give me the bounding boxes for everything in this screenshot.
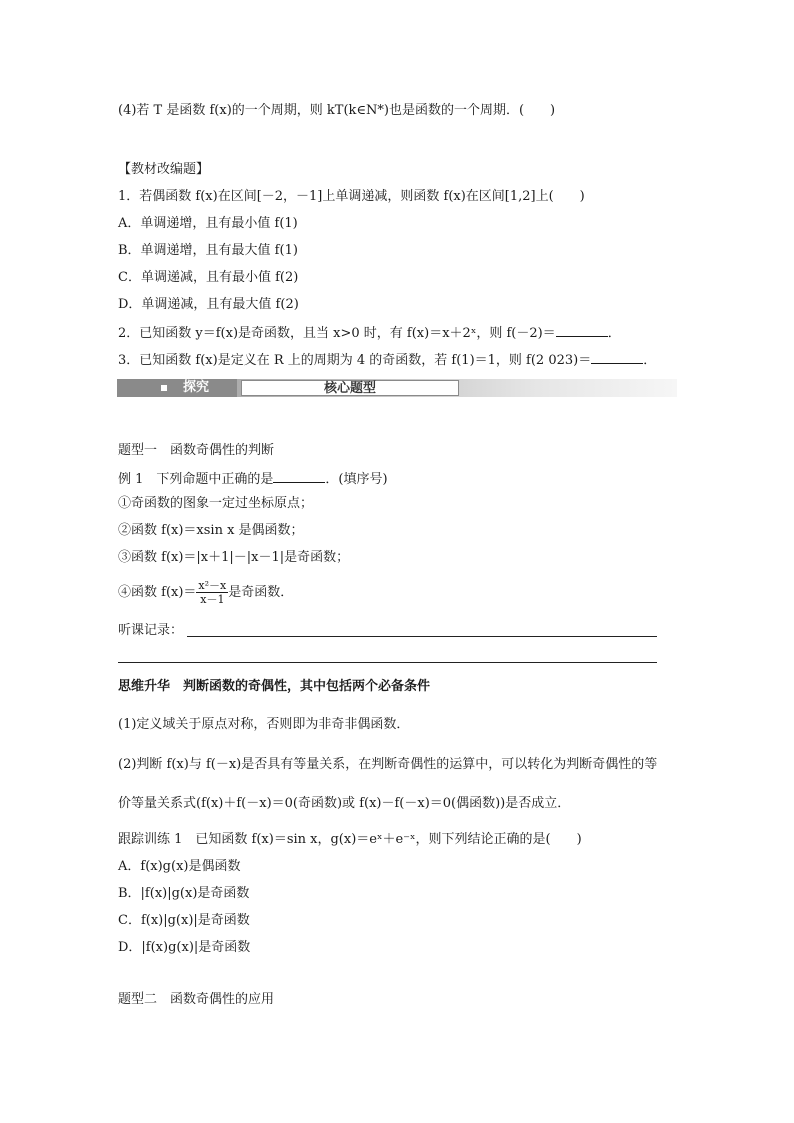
summary-point-2b: 价等量关系式(f(x)＋f(－x)＝0(奇函数)或 f(x)－f(－x)＝0(偶函数))是否成立． <box>118 796 571 811</box>
notes-label: 听课记录： <box>118 623 184 638</box>
problem-3 <box>118 349 656 371</box>
square-bullet-icon <box>161 385 167 391</box>
notes-line-1 <box>187 636 657 637</box>
summary-point-1: (1)定义域关于原点对称，否则即为非奇非偶函数． <box>118 717 410 732</box>
tracking-1-option-a: A．f(x)g(x)是偶函数 <box>118 859 241 874</box>
problem-2-end: ． <box>607 326 621 341</box>
section-banner <box>117 379 677 397</box>
section-textbook-heading: 【教材改编题】 <box>118 162 210 177</box>
example-1-item-4 <box>118 578 293 608</box>
example-1-text: 例 1 下列命题中正确的是 <box>118 472 274 487</box>
answer-blank <box>556 322 608 337</box>
example-1-item-2: ②函数 f(x)＝xsin x 是偶函数； <box>118 523 304 538</box>
fraction-numerator: x²－x <box>198 579 227 592</box>
type-1-title: 题型一 函数奇偶性的判断 <box>118 443 275 458</box>
problem-3-text: 3．已知函数 f(x)是定义在 R 上的周期为 4 的奇函数，若 f(1)＝1，则 f(2 023)＝ <box>118 353 592 368</box>
problem-1-option-a: A．单调递增，且有最小值 f(1) <box>118 216 298 231</box>
problem-1-option-d: D．单调递减，且有最大值 f(2) <box>118 297 299 312</box>
problem-3-end: ． <box>643 353 657 368</box>
summary-point-2a: (2)判断 f(x)与 f(－x)是否具有等量关系，在判断奇偶性的运算中，可以转化为判断奇偶性的等 <box>118 757 658 772</box>
notes-line-2 <box>118 662 657 663</box>
answer-blank <box>273 468 325 483</box>
example-1-item-4-post: 是奇函数． <box>228 585 294 600</box>
tracking-1-option-c: C．f(x)|g(x)|是奇函数 <box>118 913 250 928</box>
example-1-stem <box>118 468 388 490</box>
type-2-title: 题型二 函数奇偶性的应用 <box>118 992 275 1007</box>
example-1-item-4-pre: ④函数 f(x)＝ <box>118 585 197 600</box>
problem-2-text: 2．已知函数 y＝f(x)是奇函数，且当 x>0 时，有 f(x)＝x＋2ˣ，则 f(－2)＝ <box>118 326 556 341</box>
answer-blank <box>591 349 643 364</box>
fraction-denominator: x－1 <box>200 593 225 606</box>
example-1-item-3: ③函数 f(x)＝|x＋1|－|x－1|是奇函数； <box>118 550 350 565</box>
example-1-end: ．(填序号) <box>325 472 388 487</box>
example-1-item-1: ①奇函数的图象一定过坐标原点； <box>118 496 314 511</box>
problem-2 <box>118 322 621 344</box>
tracking-1-stem: 跟踪训练 1 已知函数 f(x)＝sin x，g(x)＝eˣ＋e⁻ˣ，则下列结论正确的是( ) <box>118 832 582 847</box>
problem-1-option-b: B．单调递增，且有最大值 f(1) <box>118 243 298 258</box>
problem-1-option-c: C．单调递减，且有最小值 f(2) <box>118 270 299 285</box>
tracking-1-option-d: D．|f(x)g(x)|是奇函数 <box>118 940 251 955</box>
banner-dark-block <box>117 379 237 397</box>
problem-1-stem: 1．若偶函数 f(x)在区间[－2，－1]上单调递减，则函数 f(x)在区间[1,2]上( ) <box>118 189 585 204</box>
banner-tag-explore: 探究 <box>183 380 210 395</box>
fraction <box>196 579 228 606</box>
question-4: (4)若 T 是函数 f(x)的一个周期，则 kT(k∈N*)也是函数的一个周期．( ) <box>118 103 556 118</box>
tracking-1-option-b: B．|f(x)|g(x)是奇函数 <box>118 886 250 901</box>
banner-tag-core: 核心题型 <box>241 380 459 396</box>
summary-title: 思维升华 判断函数的奇偶性，其中包括两个必备条件 <box>118 679 431 694</box>
